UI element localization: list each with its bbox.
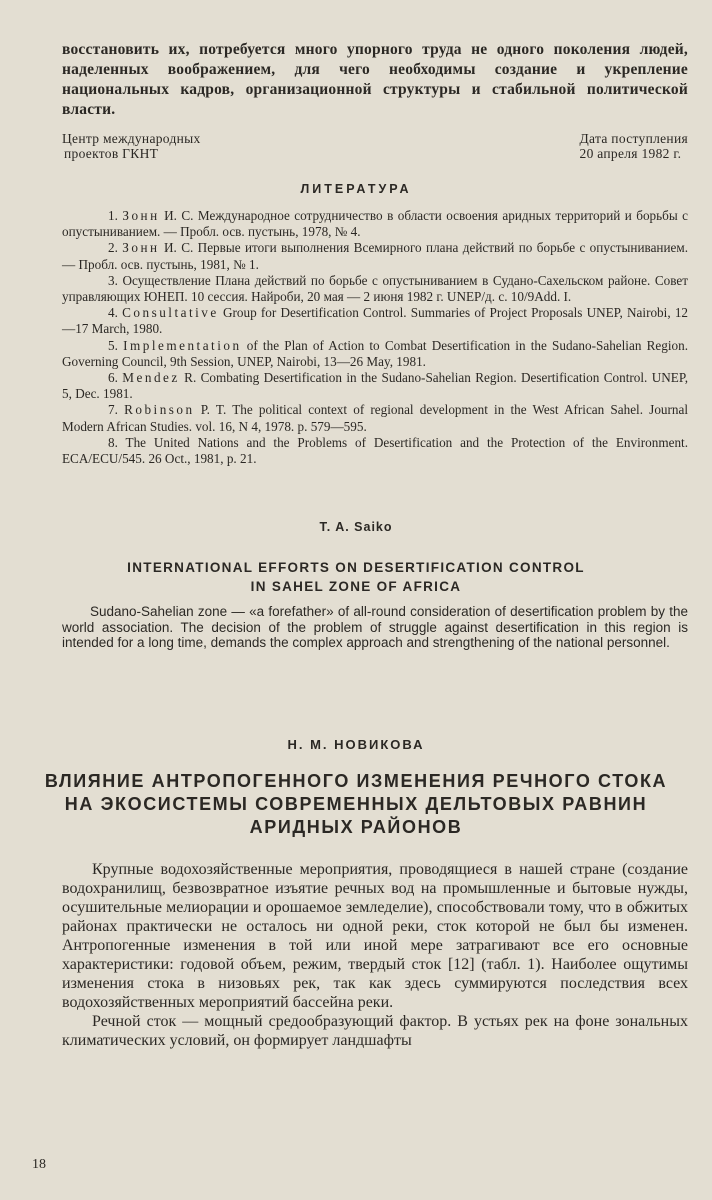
reference-item: 4. Consultative Group for Desertification Control. Summaries of Project Proposals UNEP, Nairobi, 12—17 March, 1980.	[62, 305, 689, 337]
reference-item: 6. Mendez R. Combating Desertification in the Sudano-Sahelian Region. Desertification Control. UNEP, 5, Dec. 1981.	[62, 370, 689, 402]
english-title-line: IN SAHEL ZONE OF AFRICA	[250, 579, 462, 594]
reference-author: Зонн	[122, 208, 160, 223]
page-number: 18	[32, 1157, 46, 1172]
reference-author: Зонн	[122, 240, 160, 256]
english-title-line: INTERNATIONAL EFFORTS ON DESERTIFICATION CONTROL	[127, 560, 585, 575]
literature-heading: ЛИТЕРАТУРА	[300, 182, 412, 196]
reference-item: 1. Зонн И. С. Международное сотрудничество в области освоения аридных территорий и борьбы с опустыниванием. — Пробл. осв. пустынь, 1978, № 4.	[62, 208, 689, 240]
body-paragraph: Крупные водохозяйственные мероприятия, проводящиеся в нашей стране (создание водохранилищ, безвозвратное изъятие речных вод на промышленные и бытовые нужды, осушительные мелиорации и орошаемое земледелие), способствовали тому, что в обжитых районах практически не осталось ни одной реки, сток которой не был бы изменен. Антропогенные изменения в той или иной мере затрагивают все его основные характеристики: годовой объем, режим, твердый сток [12] (табл. 1). Наиболее ощутимы изменения стока в низовьях рек, так как здесь суммируются последствия всех водохозяйственных мероприятий бассейна реки.	[62, 861, 688, 1011]
received-date	[580, 131, 688, 161]
reference-author: Robinson	[124, 402, 195, 418]
reference-item: 5. Implementation of the Plan of Action to Combat Desertification in the Sudano-Sahelian Region. Governing Council, 9th Session, UNEP, Nairobi, 13—26 May, 1981.	[62, 337, 688, 369]
article-title	[0, 770, 712, 839]
reference-author: Implementation	[123, 337, 242, 353]
reference-list	[62, 208, 688, 467]
intro-paragraph: восстановить их, потребуется много упорного труда не одного поколения людей, наделенных воображением, для чего необходимы создание и укрепление национальных кадров, организационной структуры и стабильной политической власти.	[62, 41, 688, 118]
article-title-line: ВЛИЯНИЕ АНТРОПОГЕННОГО ИЗМЕНЕНИЯ РЕЧНОГО СТОКА	[44, 771, 668, 791]
english-abstract: Sudano-Sahelian zone — «a forefather» of all-round consideration of desertification problem by the world association. The decision of the problem of struggle against desertification in this region is intended for a long time, demands the complex approach and strengthening of the national personnel.	[62, 604, 688, 650]
affiliation-org-line: Центр международных	[62, 131, 201, 146]
affiliation-org-line: проектов ГКНТ	[64, 146, 159, 161]
affiliation-org	[62, 131, 201, 161]
english-author: T. A. Saiko	[319, 520, 393, 534]
article-title-line: НА ЭКОСИСТЕМЫ СОВРЕМЕННЫХ ДЕЛЬТОВЫХ РАВНИН	[64, 794, 648, 814]
received-date-label: Дата поступления	[579, 131, 688, 146]
received-date-value: 20 апреля 1982 г.	[579, 146, 682, 161]
article-author: Н. М. НОВИКОВА	[287, 737, 425, 752]
reference-author: Consultative	[122, 305, 219, 321]
article-title-line: АРИДНЫХ РАЙОНОВ	[249, 817, 463, 837]
reference-author: Mendez	[122, 370, 180, 386]
article-body	[62, 860, 688, 1050]
reference-item: 2. Зонн И. С. Первые итоги выполнения Всемирного плана действий по борьбе с опустыниванием. — Пробл. осв. пустынь, 1981, № 1.	[62, 240, 689, 272]
reference-item: 3. Осуществление Плана действий по борьбе с опустыниванием в Судано-Сахельском районе. Совет управляющих ЮНЕП. 10 сессия. Найроби, 20 мая — 2 июня 1982 г. UNEP/д. с. 10/9Add. I.	[62, 272, 688, 305]
reference-item: 7. Robinson P. T. The political context of regional development in the West African Sahel. Journal Modern African Studies. vol. 16, N 4, 1978. p. 579—595.	[62, 402, 689, 434]
reference-item: 8. The United Nations and the Problems of Desertification and the Protection of the Environment. ECA/ECU/545. 26 Oct., 1981, p. 21.	[62, 434, 688, 467]
english-title	[0, 558, 712, 596]
body-paragraph: Речной сток — мощный средообразующий фактор. В устьях рек на фоне зональных климатических условий, он формирует ландшафты	[62, 1013, 688, 1049]
